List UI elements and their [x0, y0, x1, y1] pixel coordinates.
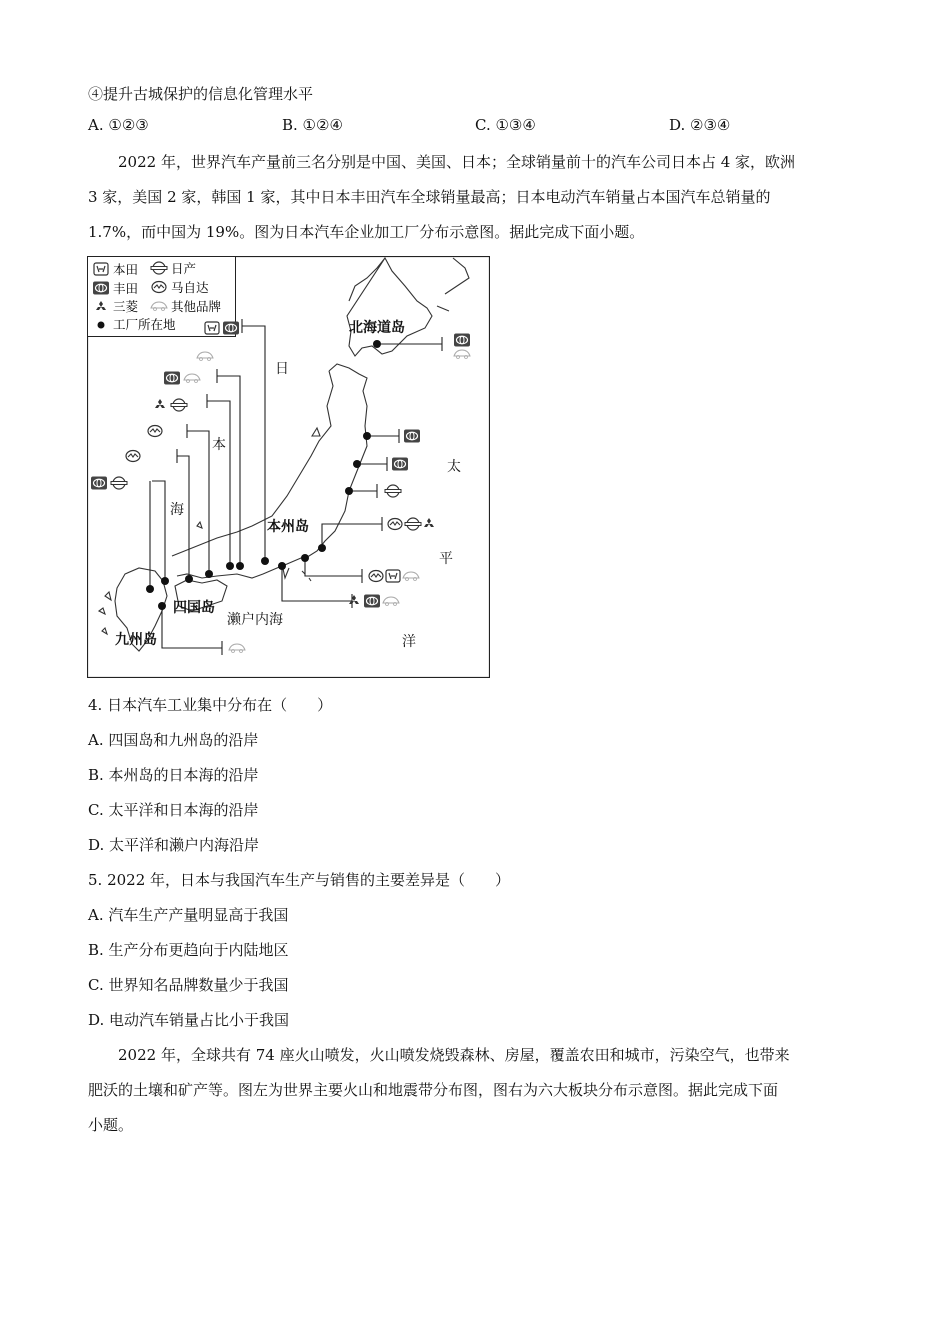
legend-honda-label: 本田 — [113, 262, 139, 277]
q3-item-4: ④提升古城保护的信息化管理水平 — [88, 85, 314, 103]
intro2-line-1: 2022 年，全球共有 74 座火山喷发，火山喷发烧毁森林、房屋，覆盖农田和城市，污染空气，也带来 — [118, 1046, 790, 1064]
label-pacific-1: 太 — [447, 459, 461, 475]
q3-option-a: A. ①②③ — [88, 116, 149, 134]
label-pacific-3: 洋 — [402, 634, 416, 650]
intro1-line-3: 1.7%，而中国为 19%。图为日本汽车企业加工厂分布示意图。据此完成下面小题。 — [88, 223, 645, 241]
intro1-line-1: 2022 年，世界汽车产量前三名分别是中国、美国、日本；全球销量前十的汽车公司日本占 4 家，欧洲 — [118, 153, 796, 171]
legend-factory-label: 工厂所在地 — [113, 317, 176, 332]
legend-mitsubishi-label: 三菱 — [113, 299, 139, 314]
q4-option-c: C. 太平洋和日本海的沿岸 — [88, 801, 259, 819]
label-hokkaido: 北海道岛 — [349, 320, 405, 336]
q4-option-a: A. 四国岛和九州岛的沿岸 — [88, 731, 259, 749]
intro2-line-3: 小题。 — [88, 1116, 134, 1134]
label-sea-of-japan-1: 日 — [275, 361, 289, 377]
q5-option-d: D. 电动汽车销量占比小于我国 — [88, 1011, 290, 1029]
japan-car-factory-map — [87, 256, 490, 678]
label-kyushu: 九州岛 — [115, 632, 157, 648]
q5-option-a: A. 汽车生产产量明显高于我国 — [88, 906, 289, 924]
legend-toyota-label: 丰田 — [113, 281, 139, 296]
q5-option-b: B. 生产分布更趋向于内陆地区 — [88, 941, 289, 959]
label-sea-of-japan-2: 本 — [212, 437, 226, 453]
q5-stem: 5. 2022 年，日本与我国汽车生产与销售的主要差异是（ ） — [88, 871, 511, 889]
q4-option-d: D. 太平洋和濑户内海沿岸 — [88, 836, 260, 854]
label-seto-inland-sea: 濑户内海 — [227, 612, 283, 628]
q5-option-c: C. 世界知名品牌数量少于我国 — [88, 976, 289, 994]
q3-option-d: D. ②③④ — [669, 116, 731, 134]
legend-other-label: 其他品牌 — [171, 299, 222, 314]
q3-option-b: B. ①②④ — [282, 116, 343, 134]
intro1-line-2: 3 家，美国 2 家，韩国 1 家，其中日本丰田汽车全球销量最高；日本电动汽车销量占本国汽车总销量的 — [88, 188, 771, 206]
map-legend — [88, 257, 236, 337]
legend-nissan-label: 日产 — [171, 261, 197, 276]
q3-option-c: C. ①③④ — [475, 116, 536, 134]
label-sea-of-japan-3: 海 — [170, 502, 184, 518]
intro2-line-2: 肥沃的土壤和矿产等。图左为世界主要火山和地震带分布图，图右为六大板块分布示意图。据此完成下面 — [88, 1081, 779, 1099]
intro-paragraph-1 — [88, 145, 863, 250]
label-pacific-2: 平 — [439, 551, 453, 567]
intro-paragraph-2 — [88, 1038, 863, 1143]
legend-mazda-label: 马自达 — [171, 280, 209, 295]
label-honshu: 本州岛 — [267, 519, 309, 535]
label-shikoku: 四国岛 — [173, 600, 215, 616]
q4-option-b: B. 本州岛的日本海的沿岸 — [88, 766, 259, 784]
q4-stem: 4. 日本汽车工业集中分布在（ ） — [88, 696, 333, 714]
